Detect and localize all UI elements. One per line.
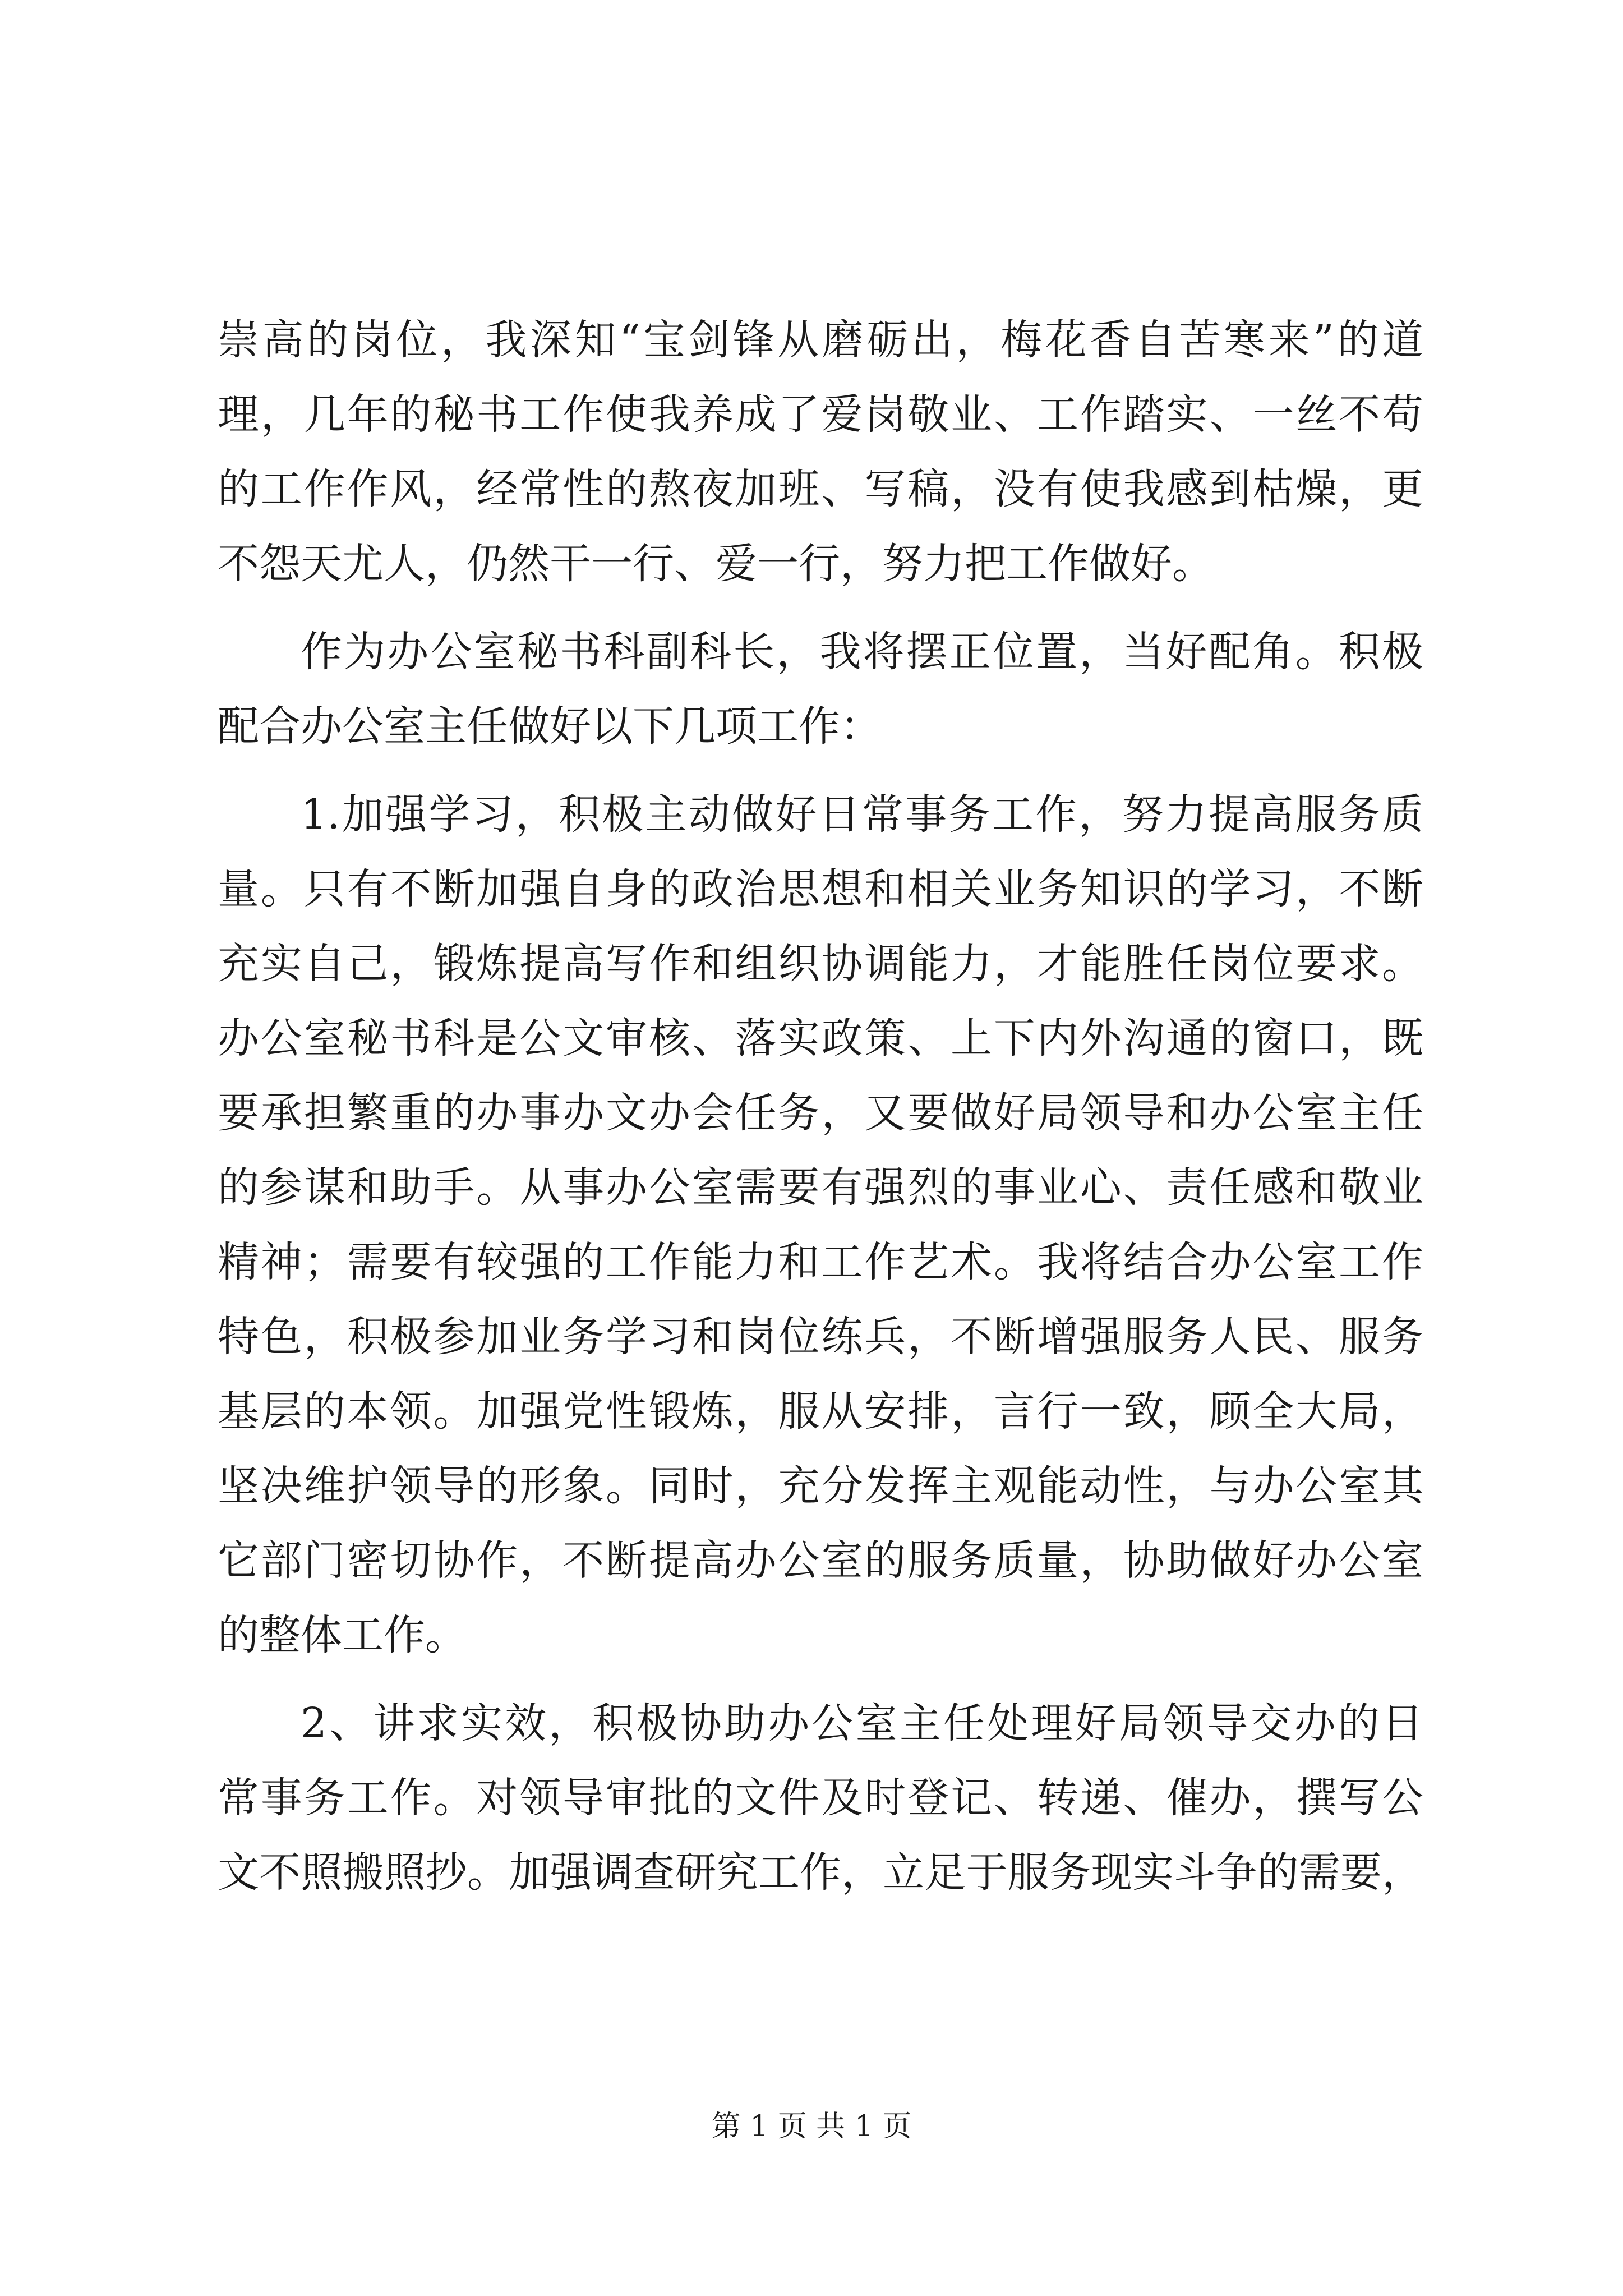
text-line: 配合办公室主任做好以下几项工作： <box>218 702 882 751</box>
page-number-label: 第 1 页 共 1 页 <box>711 2110 912 2143</box>
text-line: 不怨天尤人，仍然干一行、爱一行，努力把工作做好。 <box>218 540 1214 588</box>
text-line: 2、讲求实效，积极协助办公室主任处理好局领导交办的日 <box>301 1699 1423 1747</box>
body-text <box>218 303 1423 1910</box>
text-line: 办公室秘书科是公文审核、落实政策、上下内外沟通的窗口，既 <box>218 1014 1423 1062</box>
text-line: 文不照搬照抄。加强调查研究工作，立足于服务现实斗争的需要， <box>218 1848 1423 1897</box>
text-line: 崇高的岗位，我深知“宝剑锋从磨砺出，梅花香自苦寒来”的道 <box>218 316 1423 364</box>
text-line: 要承担繁重的办事办文办会任务，又要做好局领导和办公室主任 <box>218 1089 1423 1137</box>
text-line: 基层的本领。加强党性锻炼，服从安排，言行一致，顾全大局， <box>218 1387 1423 1435</box>
text-line: 充实自己，锻炼提高写作和组织协调能力，才能胜任岗位要求。 <box>218 940 1423 988</box>
paragraph-3 <box>218 1686 1423 1910</box>
text-line: 坚决维护领导的形象。同时，充分发挥主观能动性，与办公室其 <box>218 1462 1423 1510</box>
text-line: 特色，积极参加业务学习和岗位练兵，不断增强服务人民、服务 <box>218 1313 1423 1361</box>
text-line: 1.加强学习，积极主动做好日常事务工作，努力提高服务质 <box>301 790 1423 839</box>
text-line: 它部门密切协作，不断提高办公室的服务质量，协助做好办公室 <box>218 1536 1423 1585</box>
paragraph-2 <box>218 777 1423 1673</box>
text-line: 作为办公室秘书科副科长，我将摆正位置，当好配角。积极 <box>301 628 1423 676</box>
text-line: 精神；需要有较强的工作能力和工作艺术。我将结合办公室工作 <box>218 1238 1423 1286</box>
text-line: 理，几年的秘书工作使我养成了爱岗敬业、工作踏实、一丝不苟 <box>218 390 1423 439</box>
text-line: 的整体工作。 <box>218 1611 467 1659</box>
text-line: 的工作作风，经常性的熬夜加班、写稿，没有使我感到枯燥，更 <box>218 465 1423 513</box>
text-line: 的参谋和助手。从事办公室需要有强烈的事业心、责任感和敬业 <box>218 1163 1423 1212</box>
page-footer <box>0 2102 1623 2145</box>
text-line: 常事务工作。对领导审批的文件及时登记、转递、催办，撰写公 <box>218 1774 1423 1822</box>
paragraph-1 <box>218 615 1423 764</box>
text-line: 量。只有不断加强自身的政治思想和相关业务知识的学习，不断 <box>218 865 1423 913</box>
paragraph-0 <box>218 303 1423 601</box>
